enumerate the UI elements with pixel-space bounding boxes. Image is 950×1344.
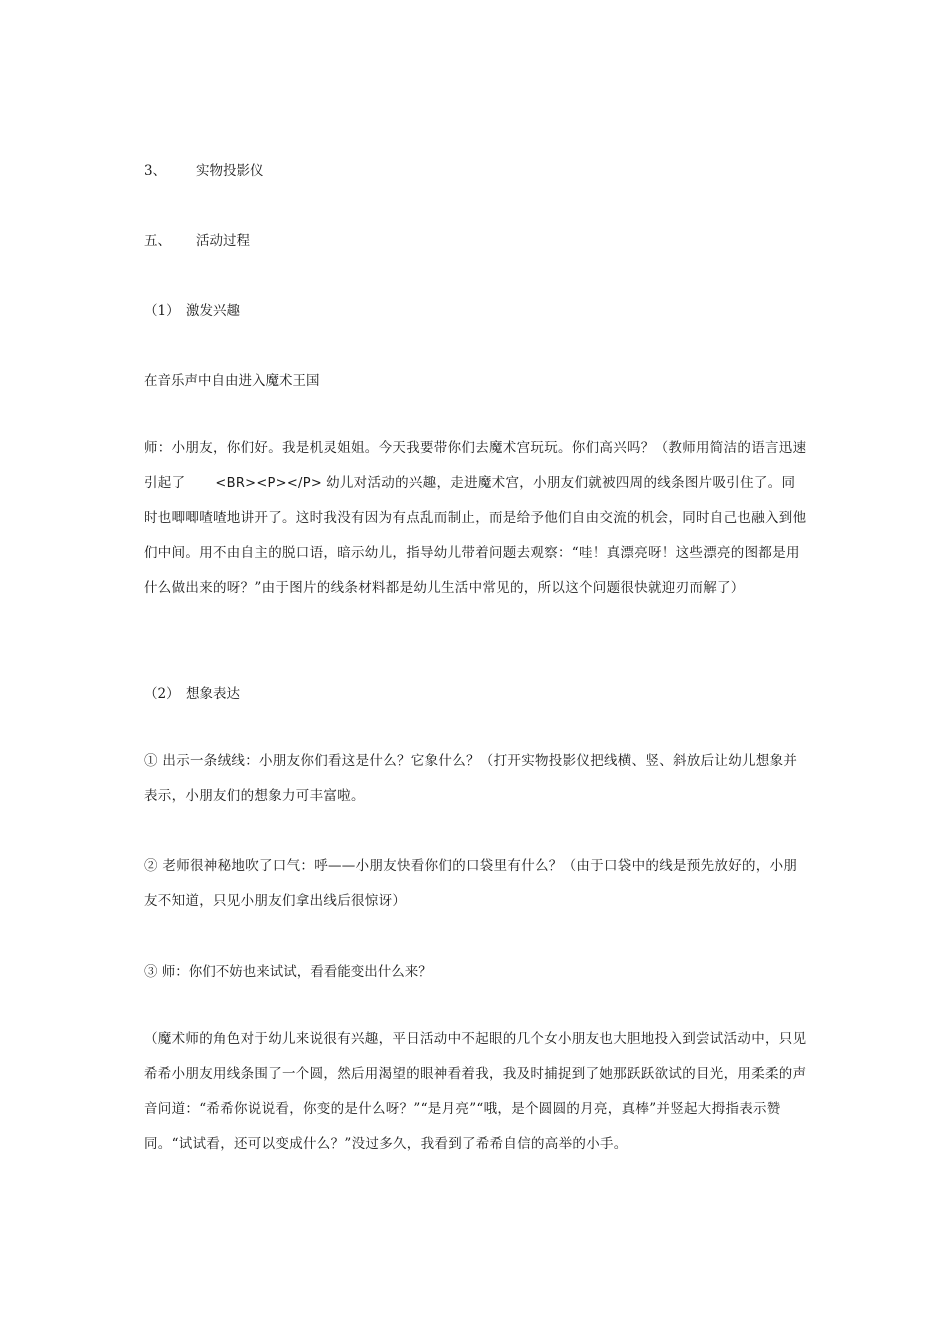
paragraph-c: ③ 师：你们不妨也来试试，看看能变出什么来？ [144,964,432,980]
teacher-paragraph [144,431,808,606]
section-5-text: 活动过程 [196,233,250,249]
step-2-number: （2） [144,686,180,702]
teacher-paragraph-start: 师：小朋友，你们好。我是机灵姐姐。今天我要带你们去魔术宫玩玩。你们高兴吗？（教师用简洁的语言迅速引起了 [144,440,807,491]
teacher-paragraph-code: <BR><P></P> [215,476,323,491]
step-1-text: 激发兴趣 [186,303,240,319]
step-1-heading [144,301,240,321]
paragraph-d: （魔术师的角色对于幼儿来说很有兴趣，平日活动中不起眼的几个女小朋友也大胆地投入到尝试活动中，只见希希小朋友用线条围了一个圆，然后用渴望的眼神看着我，我及时捕捉到了她那跃跃欲试的目光，用柔柔的声音问道：“希希你说说看，你变的是什么呀？”“是月亮”“哦，是个圆圆的月亮，真棒”并竖起大拇指表示赞同。“试试看，还可以变成什么？”没过多久，我看到了希希自信的高举的小手。 [144,1031,807,1152]
item-3-heading [144,161,264,181]
item-3-text: 实物投影仪 [196,163,264,179]
intro-paragraph: 在音乐声中自由进入魔术王国 [144,373,320,389]
section-5-heading [144,231,250,251]
paragraph-a: ① 出示一条绒线：小朋友你们看这是什么？它象什么？（打开实物投影仪把线横、竖、斜放后让幼儿想象并表示，小朋友们的想象力可丰富啦。 [144,753,798,804]
paragraph-b: ② 老师很神秘地吹了口气：呼——小朋友快看你们的口袋里有什么？（由于口袋中的线是预先放好的，小朋友不知道，只见小朋友们拿出线后很惊讶） [144,858,798,909]
teacher-paragraph-end: 幼儿对活动的兴趣，走进魔术宫，小朋友们就被四周的线条图片吸引住了。同时也唧唧喳喳地讲开了。这时我没有因为有点乱而制止，而是给予他们自由交流的机会，同时自己也融入到他们中间。用不由自主的脱口语，暗示幼儿，指导幼儿带着问题去观察：“哇！真漂亮呀！这些漂亮的图都是用什么做出来的呀？”由于图片的线条材料都是幼儿生活中常见的，所以这个问题很快就迎刃而解了） [144,475,807,596]
step-1-number: （1） [144,303,180,319]
item-3-number: 3、 [144,163,167,179]
step-2-heading [144,684,240,704]
section-5-number: 五、 [144,233,171,249]
step-2-text: 想象表达 [186,686,240,702]
